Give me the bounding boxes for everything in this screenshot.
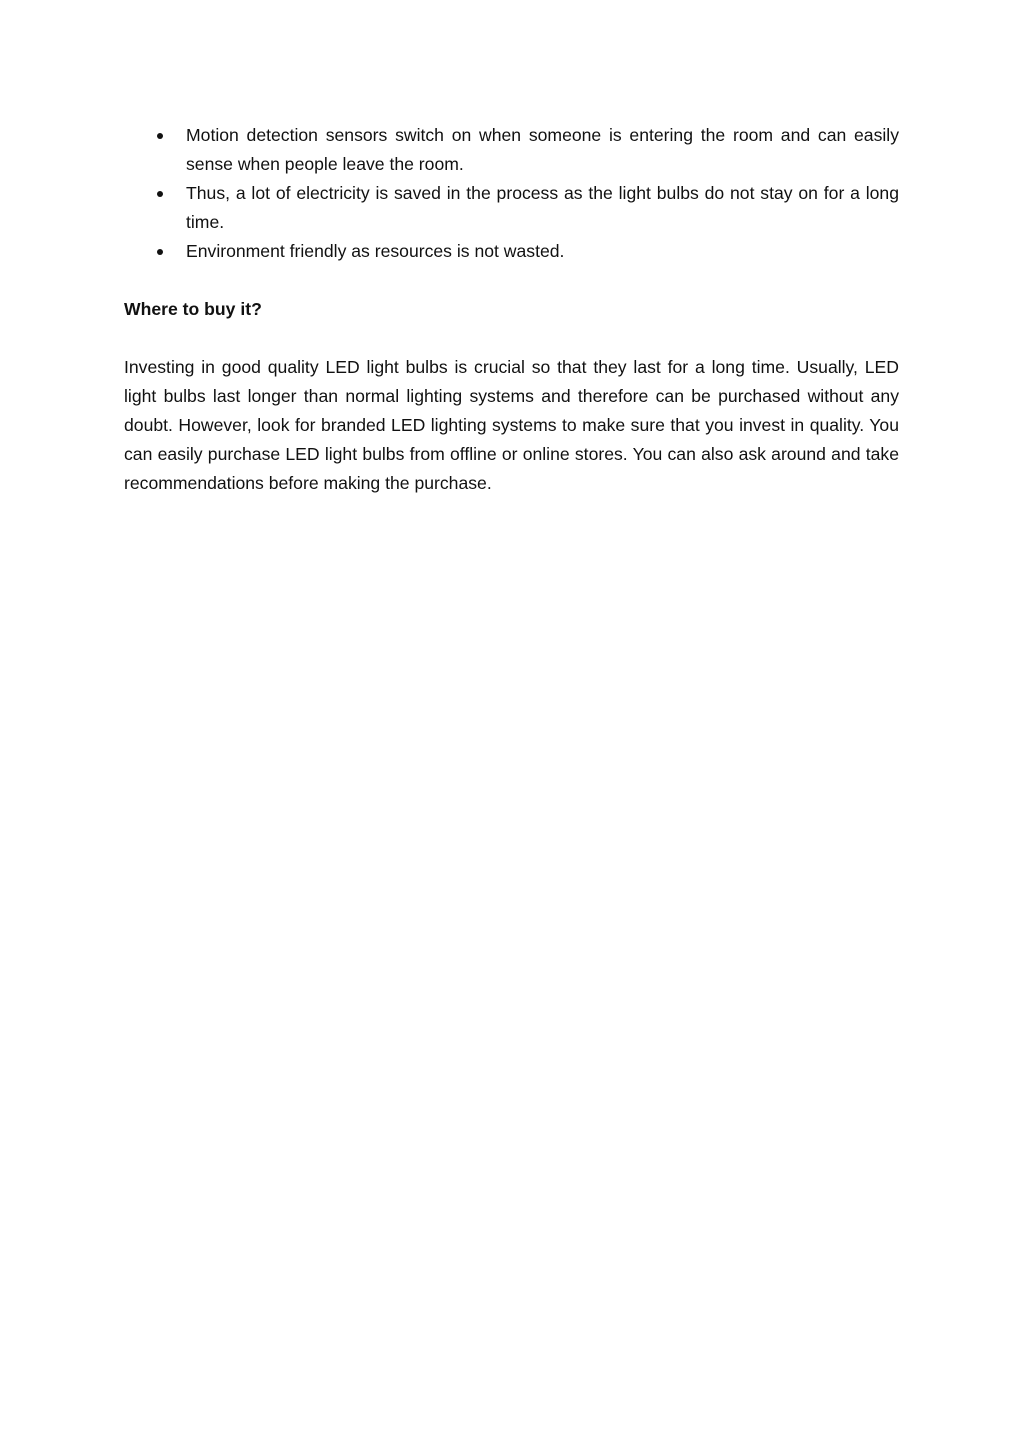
list-item <box>124 237 899 266</box>
list-item-text: Thus, a lot of electricity is saved in the process as the light bulbs do not stay on for a long time. <box>186 183 899 232</box>
list-item <box>124 179 899 237</box>
document-page <box>124 121 899 498</box>
section-paragraph: Investing in good quality LED light bulbs is crucial so that they last for a long time. Usually, LED light bulbs last longer than normal lighting systems and therefore can be purchased without any doubt. However, look for branded LED lighting systems to make sure that you invest in quality. You can easily purchase LED light bulbs from offline or online stores. You can also ask around and take recommendations before making the purchase. <box>124 357 899 493</box>
list-item <box>124 121 899 179</box>
list-item-text: Motion detection sensors switch on when someone is entering the room and can easily sense when people leave the room. <box>186 125 899 174</box>
bullet-icon <box>157 249 163 255</box>
list-item-text: Environment friendly as resources is not wasted. <box>186 241 565 261</box>
benefits-list <box>124 121 899 266</box>
section-heading: Where to buy it? <box>124 299 262 319</box>
bullet-icon <box>157 191 163 197</box>
bullet-icon <box>157 133 163 139</box>
